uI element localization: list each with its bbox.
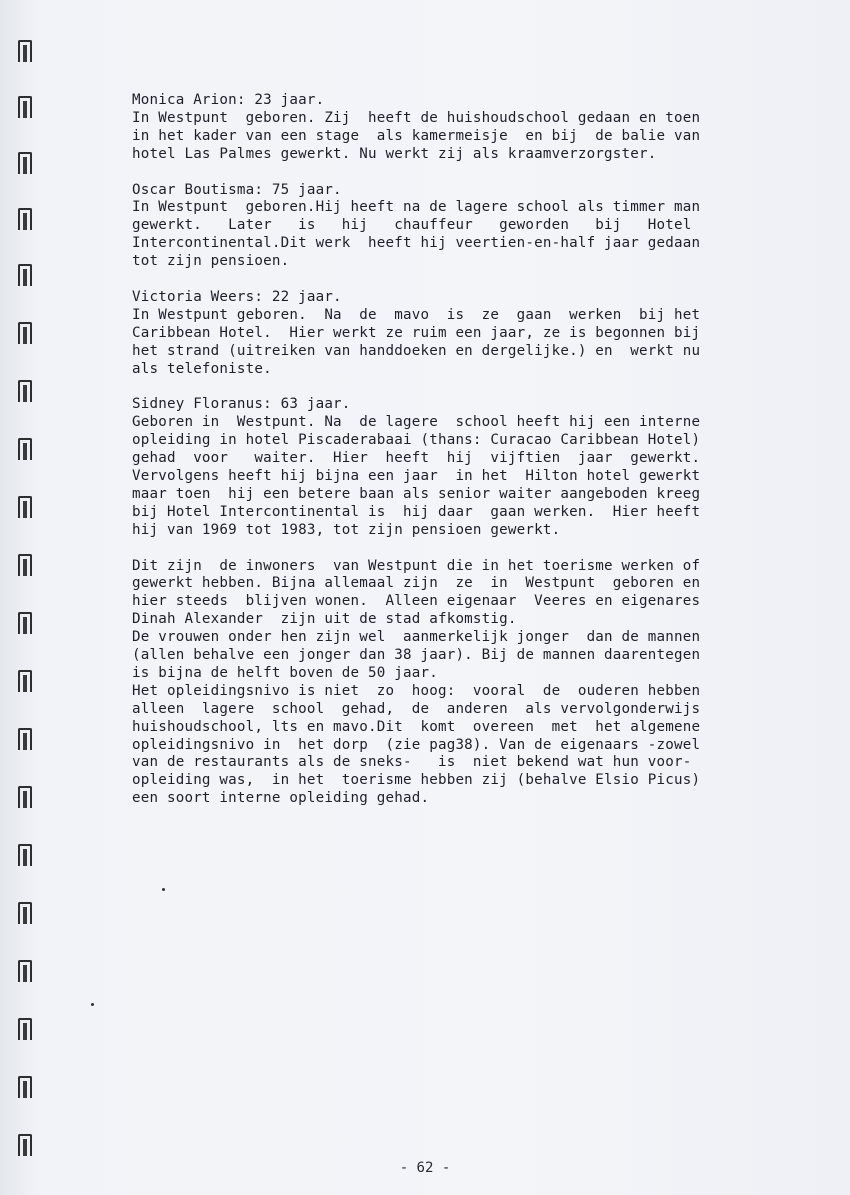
binding-hole-icon xyxy=(18,786,32,808)
text-line: In Westpunt geboren. Na de mavo is ze gaan werken bij het xyxy=(132,306,701,323)
page-number: - 62 - xyxy=(399,1160,451,1176)
text-line: Dinah Alexander zijn uit de stad afkomstig. xyxy=(132,611,517,628)
text-line: In Westpunt geboren. Zij heeft de huishoudschool gedaan en toen xyxy=(132,109,701,126)
binding-hole-icon xyxy=(18,438,32,460)
binding-hole-icon xyxy=(18,960,32,982)
paragraph-monica-arion xyxy=(132,92,788,164)
text-line: van de restaurants als de sneks- is niet bekend wat hun voor- xyxy=(132,754,692,771)
ink-speck xyxy=(162,888,165,891)
text-line: Monica Arion: 23 jaar. xyxy=(132,92,325,108)
text-line: opleiding was, in het toerisme hebben zij (behalve Elsio Picus) xyxy=(132,772,701,789)
binding-hole-icon xyxy=(18,670,32,692)
binding-hole-icon xyxy=(18,844,32,866)
text-line: Sidney Floranus: 63 jaar. xyxy=(132,396,351,413)
paragraph-summary xyxy=(132,558,788,809)
binding-hole-icon xyxy=(18,40,32,62)
text-line: hij van 1969 tot 1983, tot zijn pensioen gewerkt. xyxy=(132,521,561,538)
text-line: gewerkt hebben. Bijna allemaal zijn ze in Westpunt geboren en xyxy=(132,575,701,592)
text-line: Vervolgens heeft hij bijna een jaar in het Hilton hotel gewerkt xyxy=(132,467,701,484)
binding-hole-icon xyxy=(18,1018,32,1040)
text-line: een soort interne opleiding gehad. xyxy=(132,790,430,807)
text-line: is bijna de helft boven de 50 jaar. xyxy=(132,664,438,681)
text-line: Caribbean Hotel. Hier werkt ze ruim een jaar, ze is begonnen bij xyxy=(132,324,701,341)
text-line: Het opleidingsnivo is niet zo hoog: vooral de ouderen hebben xyxy=(132,682,701,699)
text-line: opleidingsnivo in het dorp (zie pag38). Van de eigenaars -zowel xyxy=(132,736,701,753)
text-line: Victoria Weers: 22 jaar. xyxy=(132,288,342,305)
binding-hole-icon xyxy=(18,902,32,924)
binding-hole-icon xyxy=(18,1076,32,1098)
spiral-binding xyxy=(14,0,40,1195)
text-line: gewerkt. Later is hij chauffeur geworden bij Hotel xyxy=(132,217,692,234)
text-line: Intercontinental.Dit werk heeft hij veertien-en-half jaar gedaan xyxy=(132,235,701,252)
text-line: De vrouwen onder hen zijn wel aanmerkelijk jonger dan de mannen xyxy=(132,629,701,646)
text-line: als telefoniste. xyxy=(132,360,272,377)
paragraph-oscar-boutisma xyxy=(132,182,788,272)
text-line: hier steeds blijven wonen. Alleen eigenaar Veeres en eigenares xyxy=(132,593,701,610)
text-line: opleiding in hotel Piscaderabaai (thans: Curacao Caribbean Hotel) xyxy=(132,432,701,449)
binding-hole-icon xyxy=(18,496,32,518)
text-line: in het kader van een stage als kamermeisje en bij de balie van xyxy=(132,127,701,144)
text-line: maar toen hij een betere baan als senior waiter aangeboden kreeg xyxy=(132,485,701,502)
typed-text-body xyxy=(132,92,788,826)
text-line: alleen lagere school gehad, de anderen als vervolgonderwijs xyxy=(132,700,701,717)
text-line: hotel Las Palmes gewerkt. Nu werkt zij als kraamverzorgster. xyxy=(132,145,657,162)
binding-hole-icon xyxy=(18,554,32,576)
paragraph-sidney-floranus xyxy=(132,396,788,539)
text-line: huishoudschool, lts en mavo.Dit komt overeen met het algemene xyxy=(132,718,701,735)
text-line: Dit zijn de inwoners van Westpunt die in het toerisme werken of xyxy=(132,557,701,574)
text-line: het strand (uitreiken van handdoeken en dergelijke.) en werkt nu xyxy=(132,342,701,359)
binding-hole-icon xyxy=(18,1134,32,1156)
text-line: In Westpunt geboren.Hij heeft na de lagere school als timmer man xyxy=(132,199,701,216)
text-line: gehad voor waiter. Hier heeft hij vijftien jaar gewerkt. xyxy=(132,450,701,467)
binding-hole-icon xyxy=(18,612,32,634)
binding-hole-icon xyxy=(18,264,32,286)
binding-hole-icon xyxy=(18,728,32,750)
binding-hole-icon xyxy=(18,152,32,174)
paragraph-victoria-weers xyxy=(132,289,788,379)
binding-hole-icon xyxy=(18,96,32,118)
text-line: Oscar Boutisma: 75 jaar. xyxy=(132,181,342,198)
text-line: tot zijn pensioen. xyxy=(132,253,290,270)
ink-speck xyxy=(91,1003,94,1006)
binding-hole-icon xyxy=(18,322,32,344)
text-line: (allen behalve een jonger dan 38 jaar). Bij de mannen daarentegen xyxy=(132,647,701,664)
text-line: bij Hotel Intercontinental is hij daar gaan werken. Hier heeft xyxy=(132,503,701,520)
binding-hole-icon xyxy=(18,208,32,230)
binding-hole-icon xyxy=(18,380,32,402)
text-line: Geboren in Westpunt. Na de lagere school heeft hij een interne xyxy=(132,414,701,431)
